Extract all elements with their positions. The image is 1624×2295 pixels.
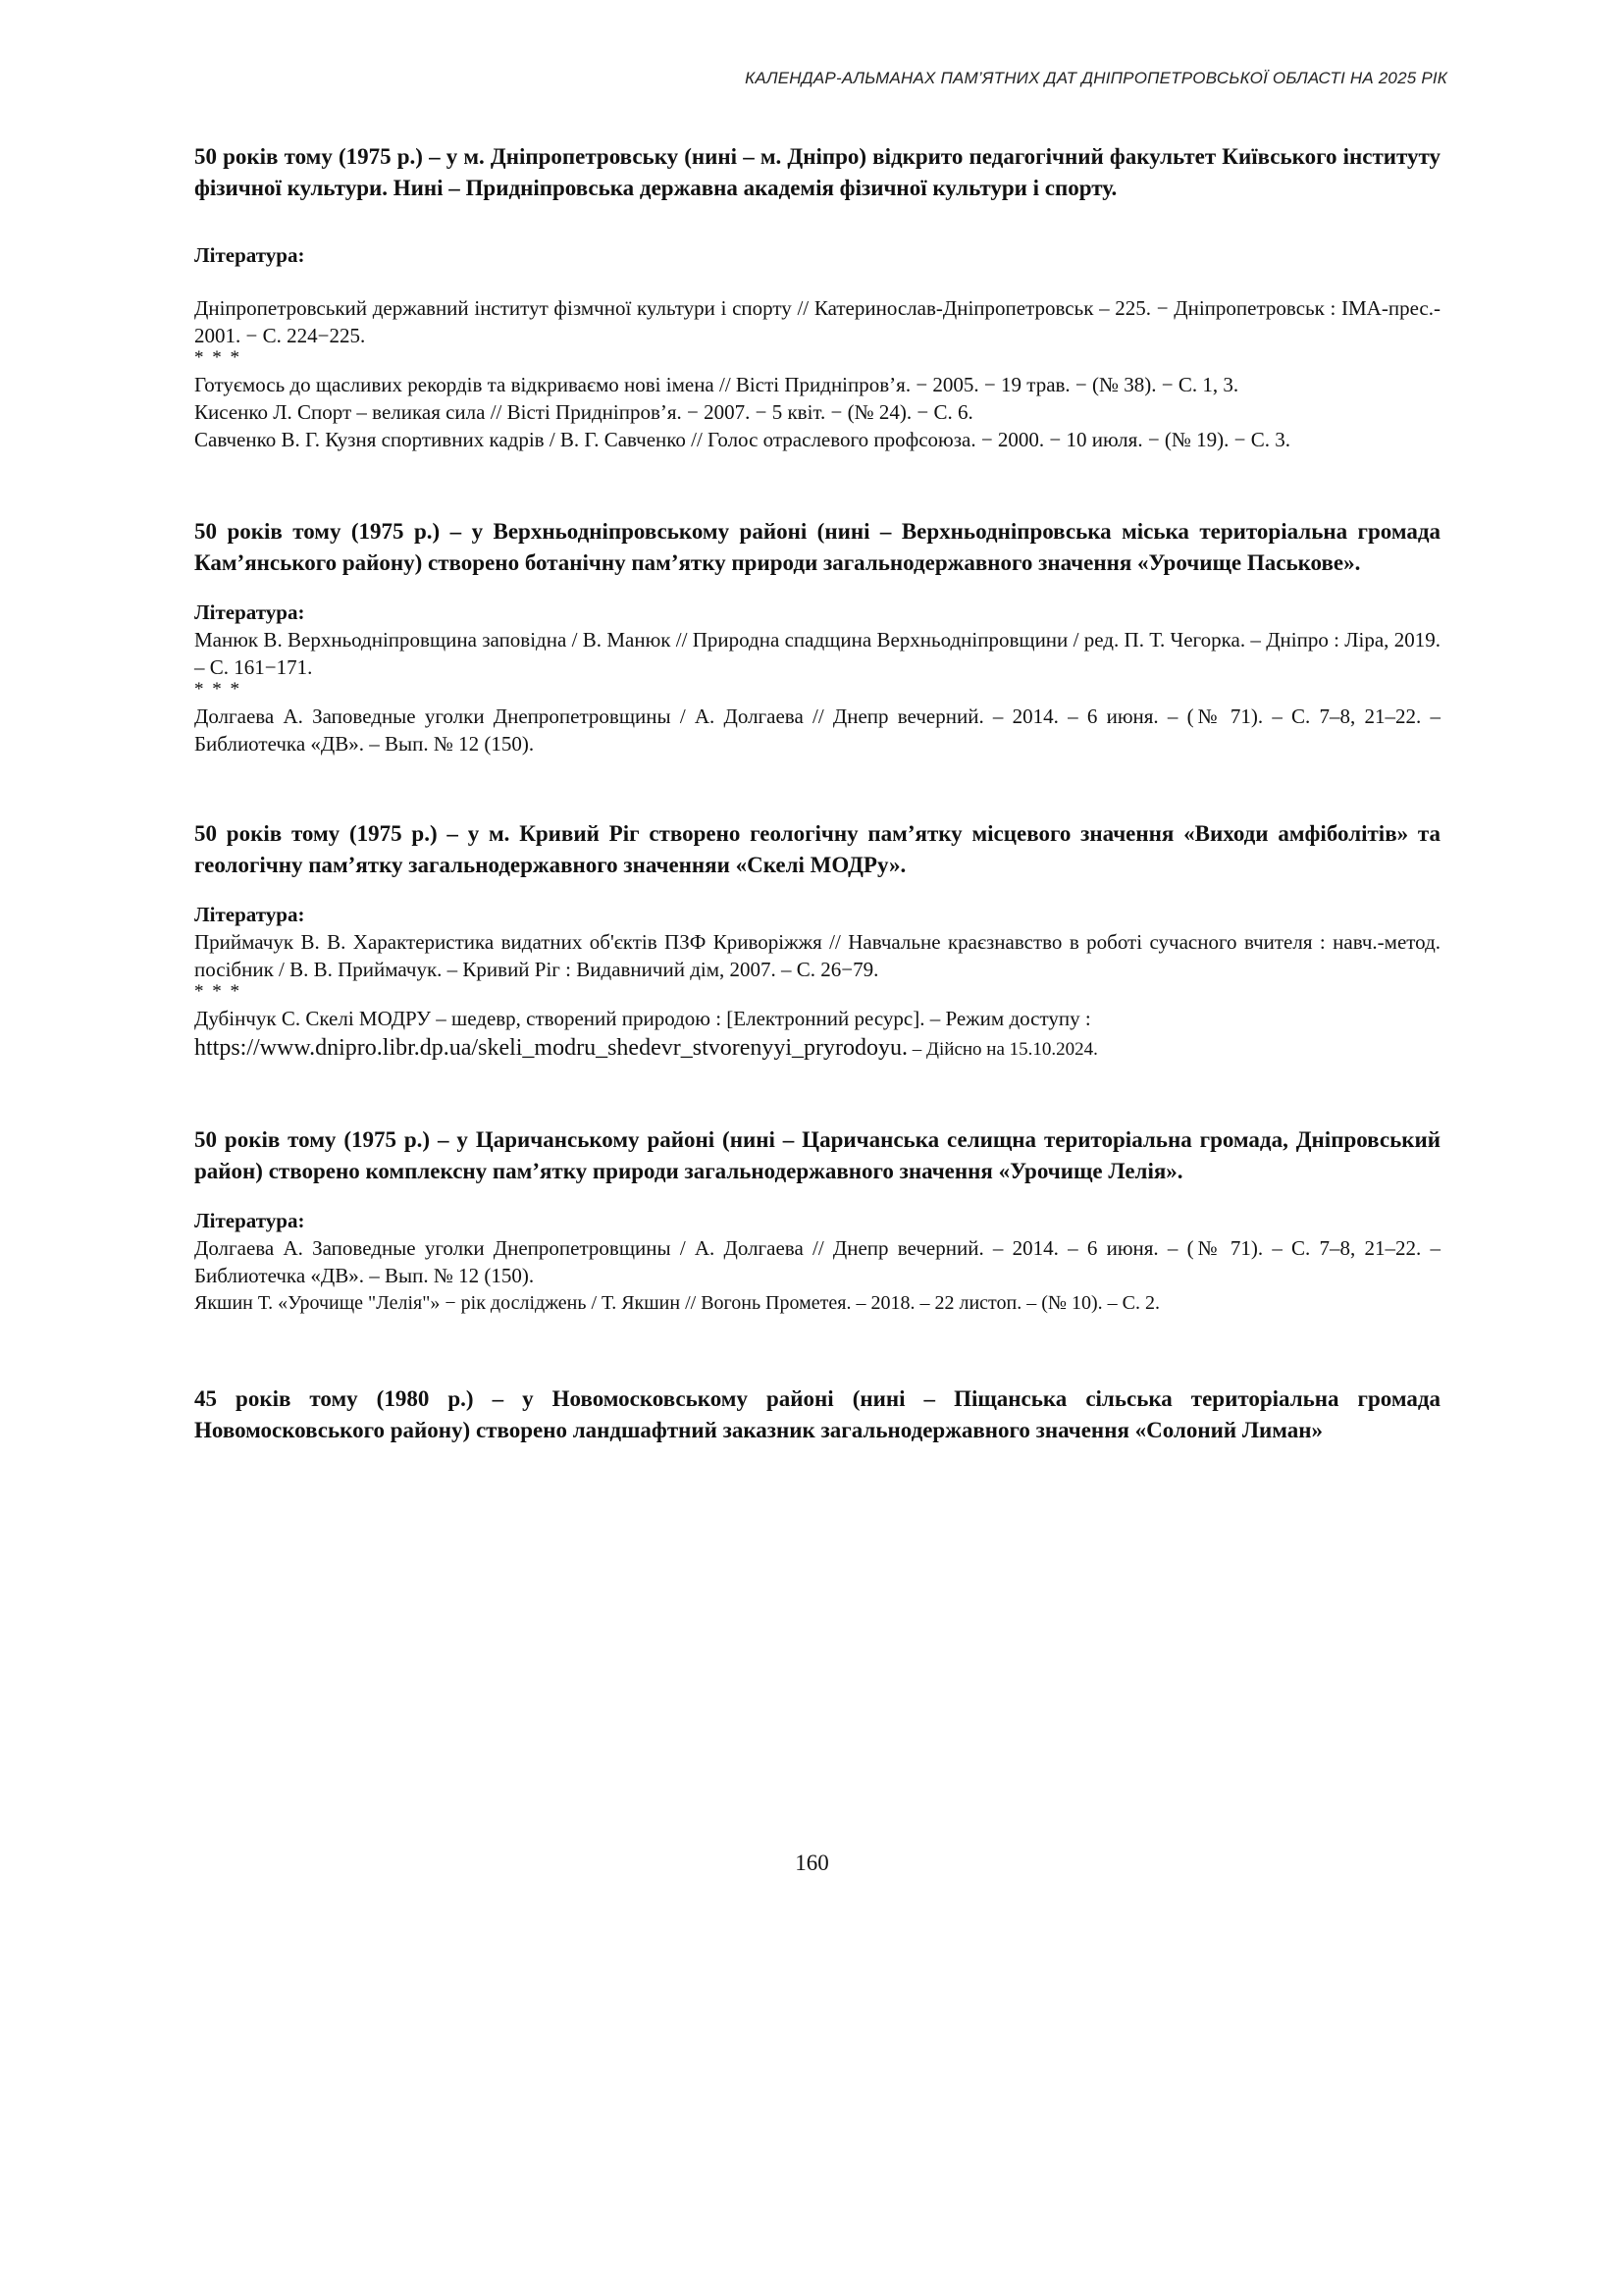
reference-item: Долгаева А. Заповедные уголки Днепропетровщины / А. Долгаева // Днепр вечерний. – 2014. – 6 июня. – (№ 71). – С. 7–8, 21–22. – Библиотечка «ДВ». – Вып. № 12 (150). bbox=[194, 1236, 1441, 1287]
entry-heading: 50 років тому (1975 р.) – у Царичанському районі (нині – Царичанська селищна територіальна громада, Дніпровський район) створено комплексну пам’ятку природи загальнодержавного значення «Урочище Лелія». bbox=[194, 1127, 1441, 1183]
reference-item: Дубінчук С. Скелі МОДРУ – шедевр, створений природою : [Електронний ресурс]. – Режим доступу : bbox=[194, 1007, 1091, 1030]
separator-stars: * * * bbox=[194, 347, 241, 368]
reference-item: Савченко В. Г. Кузня спортивних кадрів / В. Г. Савченко // Голос отраслевого профсоюза. − 2000. − 10 июля. − (№ 19). − С. 3. bbox=[194, 428, 1291, 451]
running-header: КАЛЕНДАР-АЛЬМАНАХ ПАМ’ЯТНИХ ДАТ ДНІПРОПЕТРОВСЬКОЇ ОБЛАСТІ НА 2025 РІК bbox=[745, 69, 1447, 87]
entry-heading: 50 років тому (1975 р.) – у Верхньодніпровському районі (нині – Верхньодніпровська міська територіальна громада Кам’янського району) створено ботанічну пам’ятку природи загальнодержавного значення «Урочище Паськове». bbox=[194, 519, 1441, 575]
literature-label: Література: bbox=[194, 243, 305, 267]
separator-stars: * * * bbox=[194, 981, 241, 1002]
entry-1975-skeli-modru bbox=[194, 818, 1441, 1064]
literature-label: Література: bbox=[194, 903, 305, 926]
reference-item: Готуємось до щасливих рекордів та відкриваємо нові імена // Вісті Придніпров’я. − 2005. − 19 трав. − (№ 38). − С. 1, 3. bbox=[194, 373, 1239, 396]
entry-1980-solonyi-lyman bbox=[194, 1383, 1441, 1446]
page-content bbox=[194, 141, 1441, 1446]
entry-1975-urochyshche-paskove bbox=[194, 516, 1441, 757]
reference-item: Дніпропетровський державний інститут фізмчної культури і спорту // Катеринослав-Дніпропетровськ – 225. − Дніпропетровськ : ІМА-прес.- 2001. − С. 224−225. bbox=[194, 296, 1441, 347]
literature-label: Література: bbox=[194, 1209, 305, 1232]
reference-item: Приймачук В. В. Характеристика видатних об'єктів ПЗФ Криворіжжя // Навчальне краєзнавство в роботі сучасного вчителя : навч.-метод. посібник / В. В. Приймачук. – Кривий Ріг : Видавничий дім, 2007. – С. 26−79. bbox=[194, 930, 1441, 981]
entry-1975-urochyshche-leliia bbox=[194, 1124, 1441, 1317]
reference-access-date: – Дійсно на 15.10.2024. bbox=[908, 1039, 1098, 1060]
entry-heading: 45 років тому (1980 р.) – у Новомосковському районі (нині – Піщанська сільська територіальна громада Новомосковського району) створено ландшафтний заказник загальнодержавного значення «Солоний Лиман» bbox=[194, 1386, 1441, 1442]
reference-item: Кисенко Л. Спорт – великая сила // Вісті Придніпров’я. − 2007. − 5 квіт. − (№ 24). − С. 6. bbox=[194, 400, 973, 424]
entry-1975-sport-academy bbox=[194, 141, 1441, 453]
reference-item: Якшин Т. «Урочище "Лелія"» − рік досліджень / Т. Якшин // Вогонь Прометея. – 2018. – 22 листоп. – (№ 10). – С. 2. bbox=[194, 1292, 1160, 1314]
reference-item: Долгаева А. Заповедные уголки Днепропетровщины / А. Долгаева // Днепр вечерний. – 2014. – 6 июня. – (№ 71). – С. 7–8, 21–22. – Библиотечка «ДВ». – Вып. № 12 (150). bbox=[194, 704, 1441, 756]
reference-link[interactable]: https://www.dnipro.libr.dp.ua/skeli_modru_shedevr_stvorenyyi_pryrodoyu. bbox=[194, 1035, 909, 1061]
page-number: 160 bbox=[795, 1851, 829, 1875]
entry-heading: 50 років тому (1975 р.) – у м. Дніпропетровську (нині – м. Дніпро) відкрито педагогічний факультет Київського інституту фізичної культури. Нині – Придніпровська державна академія фізичної культури і спорту. bbox=[194, 144, 1441, 200]
literature-label: Література: bbox=[194, 600, 305, 624]
separator-stars: * * * bbox=[194, 679, 241, 700]
reference-item: Манюк В. Верхньодніпровщина заповідна / В. Манюк // Природна спадщина Верхньодніпровщини / ред. П. Т. Чегорка. – Дніпро : Ліра, 2019. – С. 161−171. bbox=[194, 628, 1441, 679]
reference-item-url-line bbox=[194, 1034, 1441, 1064]
entry-heading: 50 років тому (1975 р.) – у м. Кривий Ріг створено геологічну пам’ятку місцевого значення «Виходи амфіболітів» та геологічну пам’ятку загальнодержавного значенняи «Скелі МОДРу». bbox=[194, 821, 1441, 877]
